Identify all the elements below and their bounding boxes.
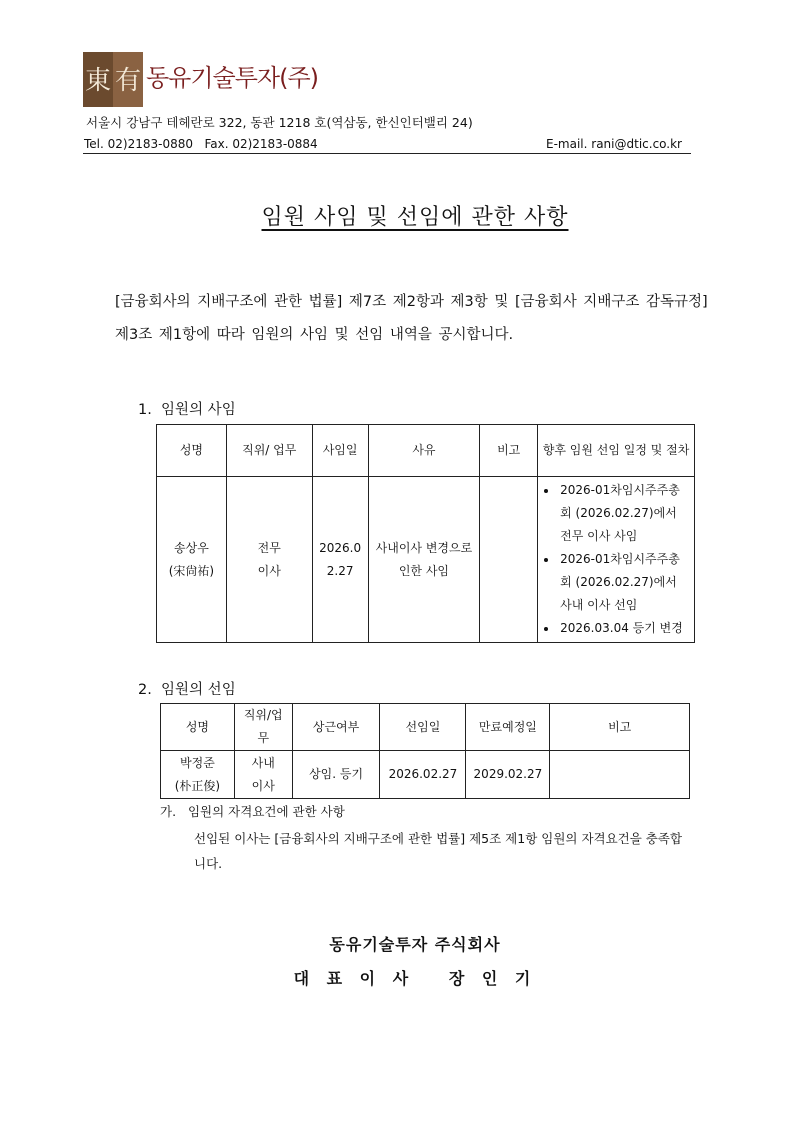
schedule-list	[540, 479, 688, 640]
position-line: 사내	[251, 755, 275, 770]
header-cell: 선임일	[380, 704, 466, 751]
section2-heading: 2. 임원의 선임	[138, 682, 236, 698]
table-row	[157, 477, 695, 643]
resignation-table	[156, 424, 695, 643]
position-line: 이사	[257, 563, 281, 578]
phone-fax: Tel. 02)2183-0880 Fax. 02)2183-0884	[84, 137, 318, 151]
header-cell: 비고	[550, 704, 690, 751]
schedule-cell	[538, 477, 695, 643]
appointment-table	[160, 703, 690, 799]
list-item: • 2026.03.04 등기 변경	[558, 617, 688, 640]
company-address: 서울시 강남구 테헤란로 322, 동관 1218 호(역삼동, 한신인터밸리 24)	[86, 115, 473, 130]
header-cell: 만료예정일	[466, 704, 550, 751]
remark-cell	[480, 477, 538, 643]
header-cell	[234, 704, 292, 751]
footer-company: 동유기술투자 주식회사	[329, 935, 501, 954]
table-header-row	[161, 704, 690, 751]
end-date-cell: 2029.02.27	[466, 751, 550, 799]
company-logo	[83, 52, 143, 107]
intro-paragraph: [금융회사의 지배구조에 관한 법률] 제7조 제2항과 제3항 및 [금융회사 지배구조 감독규정] 제3조 제1항에 따라 임원의 사임 및 선임 내역을 공시합니다.	[115, 294, 708, 343]
fulltime-cell: 상임. 등기	[292, 751, 380, 799]
reason-line: 사내이사 변경으로	[375, 540, 473, 555]
header-cell: 성명	[157, 425, 227, 477]
person-name: 박정준	[180, 755, 215, 770]
section1-heading: 1. 임원의 사임	[138, 402, 236, 418]
person-name-hanja: (朴正俊)	[174, 778, 221, 793]
header-cell: 향후 임원 선임 일정 및 절차	[538, 425, 695, 477]
header-cell: 상근여부	[292, 704, 380, 751]
company-name: 동유기술투자(주)	[146, 64, 319, 92]
svg-text:東: 東	[84, 66, 112, 96]
position-line: 전무	[257, 540, 281, 555]
name-cell	[161, 751, 235, 799]
header-cell: 사유	[368, 425, 480, 477]
qualification-note-body: 선임된 이사는 [금융회사의 지배구조에 관한 법률] 제5조 제1항 임원의 자격요건을 충족합니다.	[194, 831, 683, 871]
footer-ceo: 대 표 이 사 장 인 기	[293, 969, 537, 988]
person-name: 송상우	[174, 540, 209, 555]
header-divider	[83, 153, 691, 154]
table-row	[161, 751, 690, 799]
remark-cell	[550, 751, 690, 799]
name-cell	[157, 477, 227, 643]
list-item: • 2026-01차임시주주총회 (2026.02.27)에서 사내 이사 선임	[558, 548, 688, 617]
email: E-mail. rani@dtic.co.kr	[546, 137, 682, 151]
position-cell	[226, 477, 312, 643]
person-name-hanja: (宋尙祐)	[168, 563, 215, 578]
header-cell: 비고	[480, 425, 538, 477]
header-cell: 성명	[161, 704, 235, 751]
position-cell	[234, 751, 292, 799]
start-date-cell: 2026.02.27	[380, 751, 466, 799]
date-line: 2026.0	[319, 540, 362, 555]
header-cell: 사임일	[312, 425, 368, 477]
table-header-row	[157, 425, 695, 477]
svg-text:有: 有	[114, 66, 142, 96]
qualification-note-title: 가. 임원의 자격요건에 관한 사항	[160, 804, 345, 819]
date-line: 2.27	[326, 563, 354, 578]
header-line: 직위/업	[243, 708, 283, 722]
reason-line: 인한 사임	[398, 563, 450, 578]
position-line: 이사	[251, 778, 275, 793]
contact-line	[84, 137, 684, 151]
document-title: 임원 사임 및 선임에 관한 사항	[261, 205, 569, 230]
reason-cell	[368, 477, 480, 643]
header-line: 무	[257, 731, 270, 745]
resign-date-cell	[312, 477, 368, 643]
header-cell: 직위/ 업무	[226, 425, 312, 477]
list-item: • 2026-01차임시주주총회 (2026.02.27)에서 전무 이사 사임	[558, 479, 688, 548]
